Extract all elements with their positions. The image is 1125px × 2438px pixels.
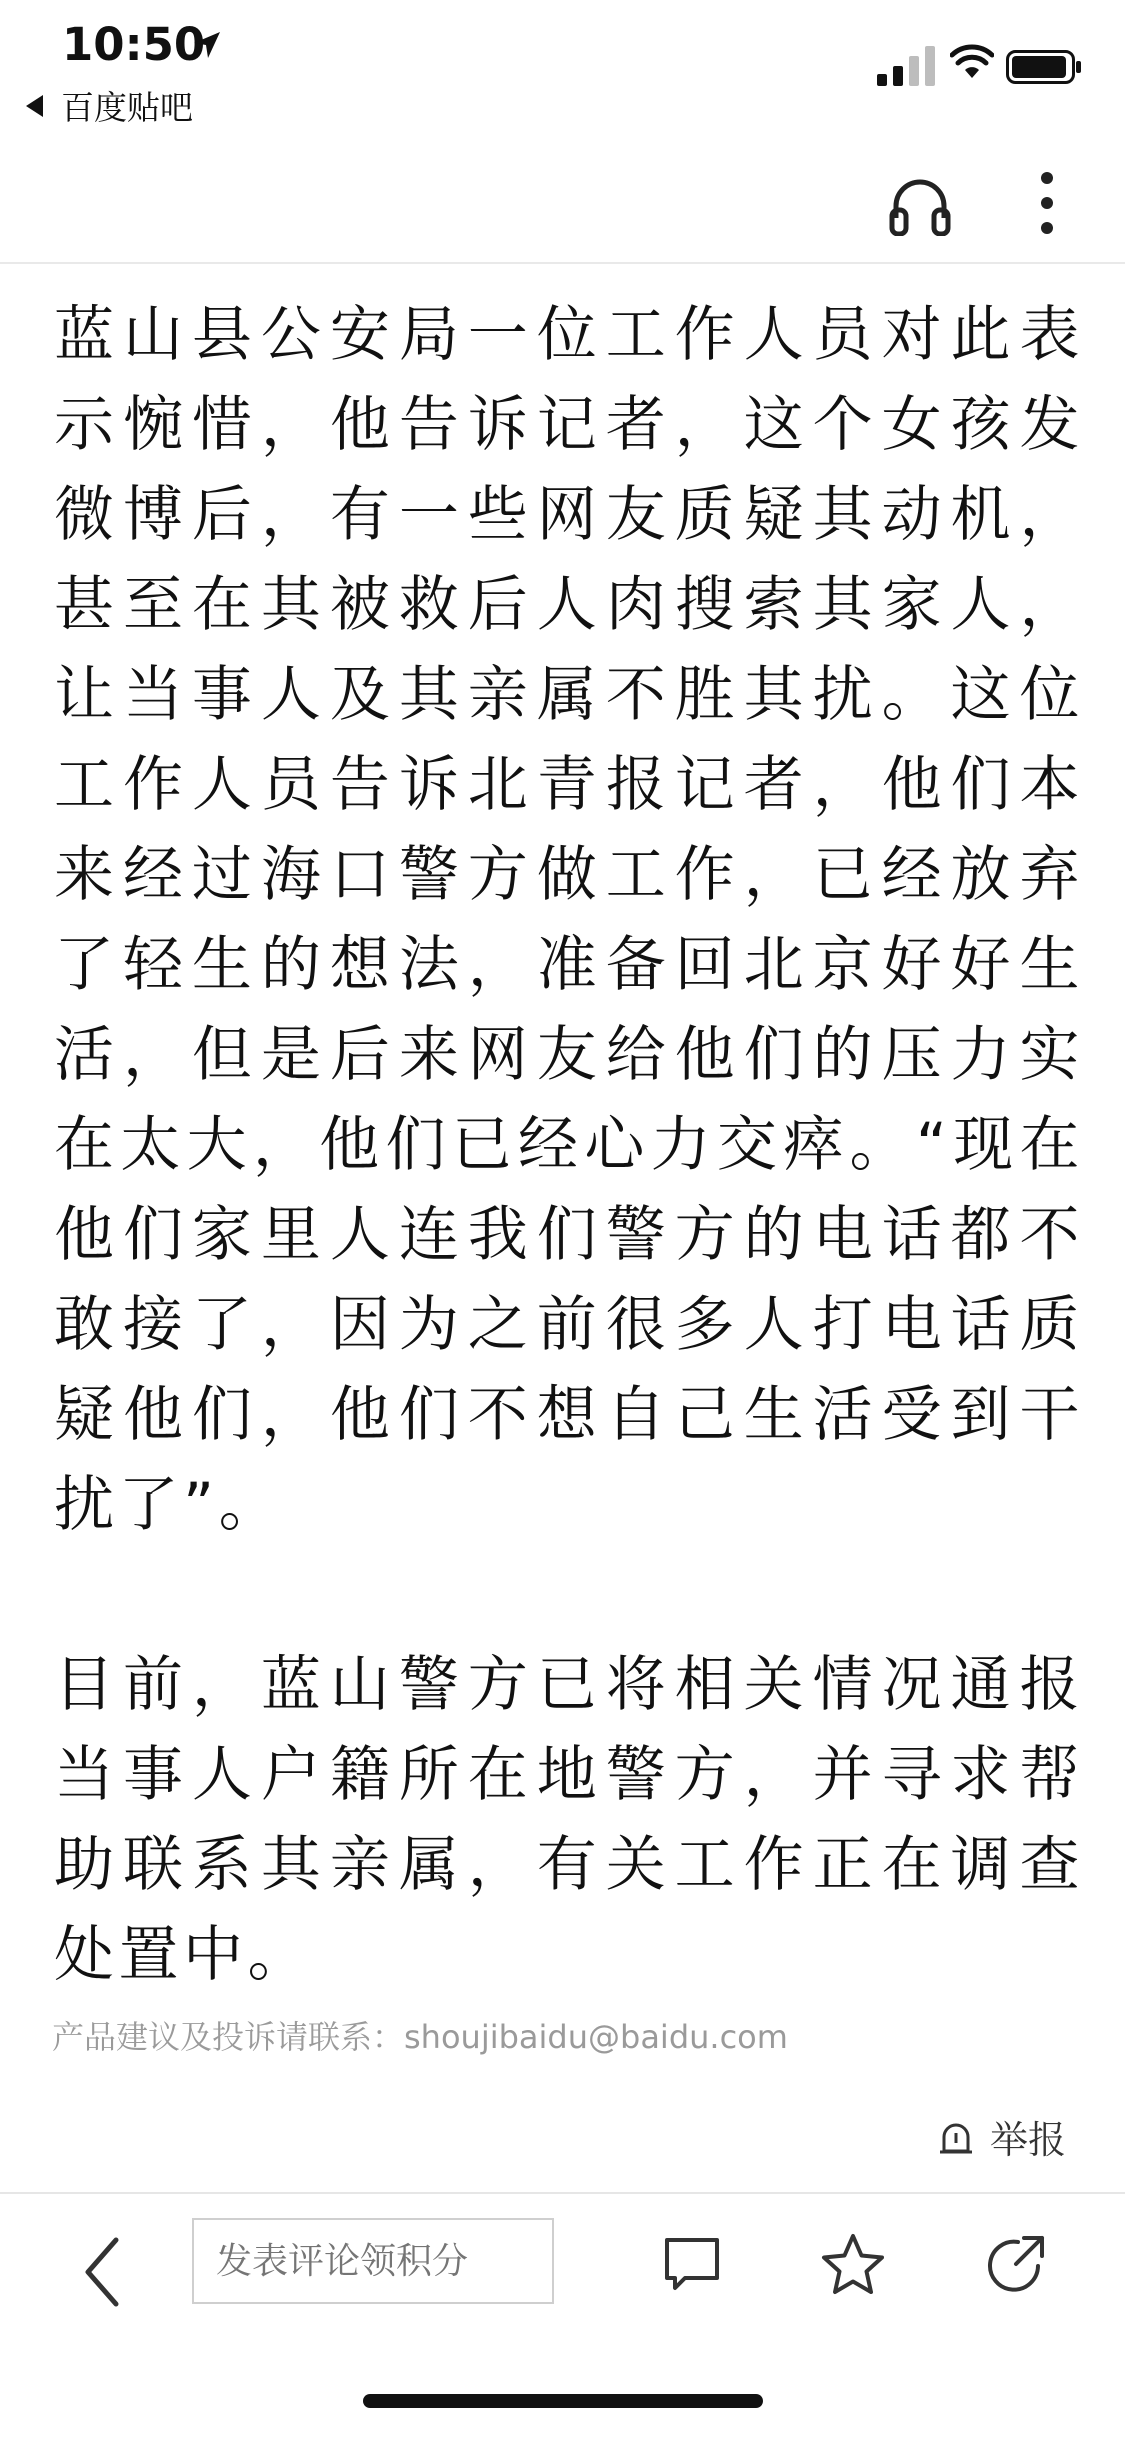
signal-icon bbox=[877, 46, 937, 86]
status-time: 10:50 bbox=[62, 18, 206, 71]
status-bar bbox=[0, 0, 1125, 130]
back-triangle-icon bbox=[26, 95, 43, 117]
contact-info: 产品建议及投诉请联系：shoujibaidu@baidu.com bbox=[52, 2018, 788, 2056]
article-body bbox=[54, 290, 1084, 2000]
more-vertical-icon[interactable] bbox=[1033, 170, 1061, 236]
battery-icon bbox=[1006, 50, 1082, 84]
article-paragraph: 蓝山县公安局一位工作人员对此表示惋惜，他告诉记者，这个女孩发微博后，有一些网友质疑其动机，甚至在其被救后人肉搜索其家人，让当事人及其亲属不胜其扰。这位工作人员告诉北青报记者，他们本来经过海口警方做工作，已经放弃了轻生的想法，准备回北京好好生活，但是后来网友给他们的压力实在太大，他们已经心力交瘁。“现在他们家里人连我们警方的电话都不敢接了，因为之前很多人打电话质疑他们，他们不想自己生活受到干扰了”。 bbox=[54, 300, 1084, 1540]
comment-input[interactable] bbox=[192, 2218, 554, 2304]
chevron-left-icon[interactable] bbox=[78, 2234, 126, 2310]
comment-icon[interactable] bbox=[663, 2236, 721, 2294]
report-icon bbox=[938, 2119, 974, 2155]
headphone-icon[interactable] bbox=[888, 174, 952, 236]
back-app-label: 百度贴吧 bbox=[61, 88, 193, 127]
location-arrow-icon bbox=[192, 30, 222, 60]
share-icon[interactable] bbox=[984, 2232, 1048, 2296]
report-label: 举报 bbox=[990, 2118, 1067, 2162]
back-to-app-button[interactable] bbox=[26, 82, 193, 129]
star-icon[interactable] bbox=[820, 2232, 886, 2298]
wifi-icon bbox=[950, 44, 994, 80]
report-button[interactable] bbox=[938, 2109, 1066, 2164]
home-indicator[interactable] bbox=[363, 2394, 763, 2408]
article-paragraph: 目前，蓝山警方已将相关情况通报当事人户籍所在地警方，并寻求帮助联系其亲属，有关工作正在调查处置中。 bbox=[54, 1650, 1084, 1990]
top-action-bar bbox=[0, 130, 1125, 264]
